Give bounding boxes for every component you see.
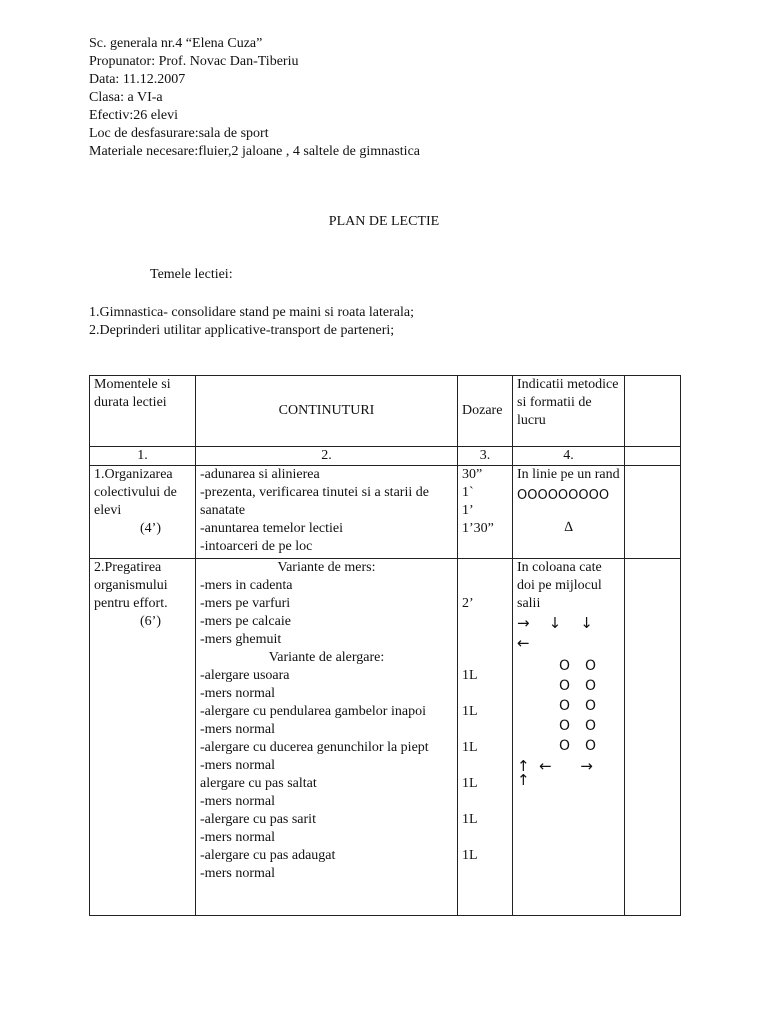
themes-list [89,304,414,340]
extra-cell [625,466,681,559]
header-indications: Indicatii metodice si formatii de lucru [513,376,625,447]
contents-cell [196,466,458,559]
extra-cell [625,559,681,916]
student-mark: O [559,738,571,754]
content-item: -mers normal [200,794,276,809]
dose-value: 1L [462,704,478,719]
dose-value: 1L [462,848,478,863]
content-item: -mers normal [200,830,276,845]
col-number-2: 2. [196,447,458,466]
lesson-plan-table [89,375,681,916]
location-line: Loc de desfasurare:sala de sport [89,126,269,141]
moment-cell [90,466,196,559]
school-line: Sc. generala nr.4 “Elena Cuza” [89,36,263,51]
header-extra [625,376,681,447]
page-title: PLAN DE LECTIE [328,214,440,229]
header-dosage: Dozare [458,376,513,447]
themes-heading: Temele lectiei: [150,267,233,282]
content-item: -mers in cadenta [200,578,293,593]
student-mark: O [585,718,597,734]
header-moments: Momentele si durata lectiei [90,376,196,447]
direction-arrow-up: ↑ [517,771,530,789]
direction-arrows-top: → ↓ ↓ [517,614,593,632]
student-pairs-formation [559,656,620,756]
dose-value: 1L [462,668,478,683]
col-number-4: 4. [513,447,625,466]
col-number-3: 3. [458,447,513,466]
lesson-header [89,35,420,161]
header-contents: CONTINUTURI [196,376,458,447]
contents-cell [196,559,458,916]
content-item: -mers normal [200,686,276,701]
student-mark: O [559,718,571,734]
content-item: -mers pe varfuri [200,596,291,611]
student-mark: O [559,698,571,714]
moment-cell [90,559,196,916]
class-line: Clasa: a VI-a [89,90,163,105]
content-item: -mers normal [200,722,276,737]
col-number-1: 1. [90,447,196,466]
walk-subheading: Variante de mers: [277,560,376,575]
teacher-symbol: ∆ [564,520,573,535]
dose-value: 1’30” [462,521,494,536]
content-item: -alergare usoara [200,668,290,683]
content-item: -alergare cu pendularea gambelor inapoi [200,704,426,719]
indication-text: In linie pe un rand [517,467,620,482]
table-number-row [90,447,681,466]
content-item: -mers ghemuit [200,632,282,647]
moment-label: 2.Pregatirea organismului pentru effort. [94,560,168,611]
dose-value: 1L [462,740,478,755]
content-item: alergare cu pas saltat [200,776,317,791]
date-line: Data: 11.12.2007 [89,72,186,87]
proposer-line: Propunator: Prof. Novac Dan-Tiberiu [89,54,299,69]
dose-value: 2’ [462,596,474,611]
dose-value: 30” [462,467,483,482]
indication-cell [513,466,625,559]
content-item: -mers normal [200,866,276,881]
student-mark: O [585,738,597,754]
indication-cell [513,559,625,916]
student-mark: O [585,698,597,714]
student-count-line: Efectiv:26 elevi [89,108,179,123]
dose-value: 1’ [462,503,474,518]
run-subheading: Variante de alergare: [268,650,385,665]
student-mark: O [585,678,597,694]
moment-duration: (6’) [140,614,161,629]
moment-duration: (4’) [140,521,161,536]
content-item: -anuntarea temelor lectiei [200,521,344,536]
theme-item: 2.Deprinderi utilitar applicative-transport de parteneri; [89,323,395,338]
content-item: -alergare cu ducerea genunchilor la piept [200,740,429,755]
dosage-cell [458,466,513,559]
dose-value: 1L [462,812,478,827]
content-item: -adunarea si alinierea [200,467,320,482]
table-header-row [90,376,681,447]
indication-text: In coloana cate doi pe mijlocul salii [517,560,602,611]
table-row [90,466,681,559]
materials-line: Materiale necesare:fluier,2 jaloane , 4 saltele de gimnastica [89,144,421,159]
dosage-cell [458,559,513,916]
student-mark: O [585,658,597,674]
content-item: -mers normal [200,758,276,773]
dose-value: 1` [462,485,474,500]
theme-item: 1.Gimnastica- consolidare stand pe maini si roata laterala; [89,305,414,320]
content-item: -mers pe calcaie [200,614,291,629]
moment-label: 1.Organizarea colectivului de elevi [94,467,177,518]
formation-line: OOOOOOOOO [517,488,610,503]
content-item: -prezenta, verificarea tinutei si a starii de sanatate [200,485,429,518]
direction-arrows-bottom: ↑ ← → [517,757,593,775]
content-item: -alergare cu pas sarit [200,812,316,827]
dose-value: 1L [462,776,478,791]
col-number-5 [625,447,681,466]
student-mark: O [559,658,571,674]
table-row [90,559,681,916]
direction-arrow-left: ← [517,634,530,652]
student-mark: O [559,678,571,694]
content-item: -alergare cu pas adaugat [200,848,336,863]
content-item: -intoarceri de pe loc [200,539,313,554]
